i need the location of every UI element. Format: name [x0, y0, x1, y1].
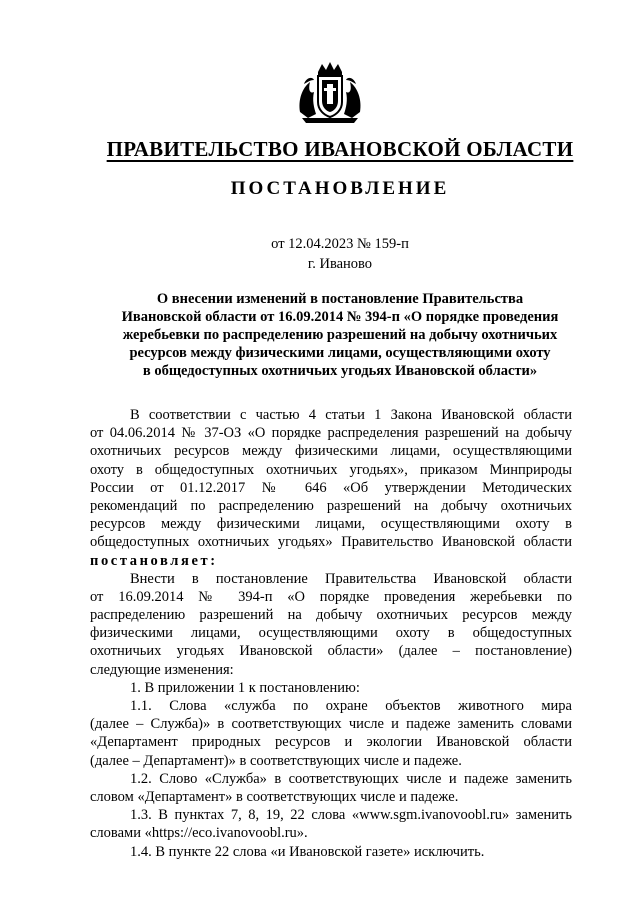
body-line: следующие изменения: — [90, 661, 234, 678]
body-line: ресурсов между физическими лицами, осуществляющими охоту в — [90, 516, 572, 533]
body-line: охотничьих угодьях Ивановской области» (далее – постановление) — [90, 643, 572, 660]
resolves-keyword: постановляет: — [90, 552, 218, 569]
document-date-number: от 12.04.2023 № 159-п — [271, 236, 409, 252]
subject-line: О внесении изменений в постановление Правительства — [156, 291, 524, 307]
body-line: Внести в постановление Правительства Ивановской области — [130, 570, 572, 587]
body-line: России от 01.12.2017 № 646 «Об утверждении Методических — [90, 479, 572, 496]
subject-line: ресурсов между физическими лицами, осуществляющими охоту — [129, 345, 551, 361]
document-body — [90, 406, 572, 861]
clause-1-2: 1.2. Слово «Служба» в соответствующих числе и падеже заменить — [130, 770, 572, 787]
body-line: от 16.09.2014 № 394-п «О порядке проведения жеребьевки по — [90, 588, 572, 605]
body-line: (далее – Департамент)» в соответствующих числе и падеже. — [90, 752, 462, 769]
body-line: физическими лицами, осуществляющими охоту в общедоступных — [90, 625, 572, 642]
coat-of-arms-icon — [296, 62, 364, 124]
body-line: словами «https://eco.ivanovoobl.ru». — [90, 825, 308, 842]
clause-1: 1. В приложении 1 к постановлению: — [130, 679, 360, 696]
subject-line: в общедоступных охотничьих угодьях Ивановской области» — [142, 363, 538, 379]
clause-1-1: 1.1. Слова «служба по охране объектов животного мира — [130, 698, 572, 714]
organization-title: ПРАВИТЕЛЬСТВО ИВАНОВСКОЙ ОБЛАСТИ — [106, 137, 574, 161]
body-line: рекомендаций по распределению разрешений на добычу охотничьих — [90, 497, 572, 514]
subject-line: жеребьевки по распределению разрешений на добычу охотничьих — [122, 327, 558, 343]
body-line: словом «Департамент» в соответствующих числе и падеже. — [90, 788, 459, 805]
body-line: В соответствии с частью 4 статьи 1 Закона Ивановской области — [130, 407, 572, 423]
document-city: г. Иваново — [307, 256, 373, 272]
body-line: от 04.06.2014 № 37-ОЗ «О порядке распределения разрешений на добычу — [90, 425, 572, 442]
subject-line: Ивановской области от 16.09.2014 № 394-п «О порядке проведения — [121, 309, 559, 325]
body-line: (далее – Служба)» в соответствующих числе и падеже заменить словами — [90, 716, 572, 733]
body-line: охотничьих ресурсов между физическими лицами, осуществляющими — [90, 443, 572, 460]
body-line: «Департамент природных ресурсов и экологии Ивановской области — [90, 734, 572, 751]
body-line: общедоступных охотничьих угодьях» Правительство Ивановской области — [90, 534, 572, 551]
clause-1-4: 1.4. В пункте 22 слова «и Ивановской газете» исключить. — [130, 843, 485, 860]
clause-1-3: 1.3. В пунктах 7, 8, 19, 22 слова «www.sgm.ivanovoobl.ru» заменить — [130, 807, 572, 824]
document-subject — [60, 290, 620, 380]
document-type-title: ПОСТАНОВЛЕНИЕ — [230, 178, 450, 199]
body-line: распределению разрешений на добычу охотничьих ресурсов между — [90, 607, 572, 624]
body-line: охоту в общедоступных охотничьих угодьях», приказом Минприроды — [90, 461, 572, 478]
